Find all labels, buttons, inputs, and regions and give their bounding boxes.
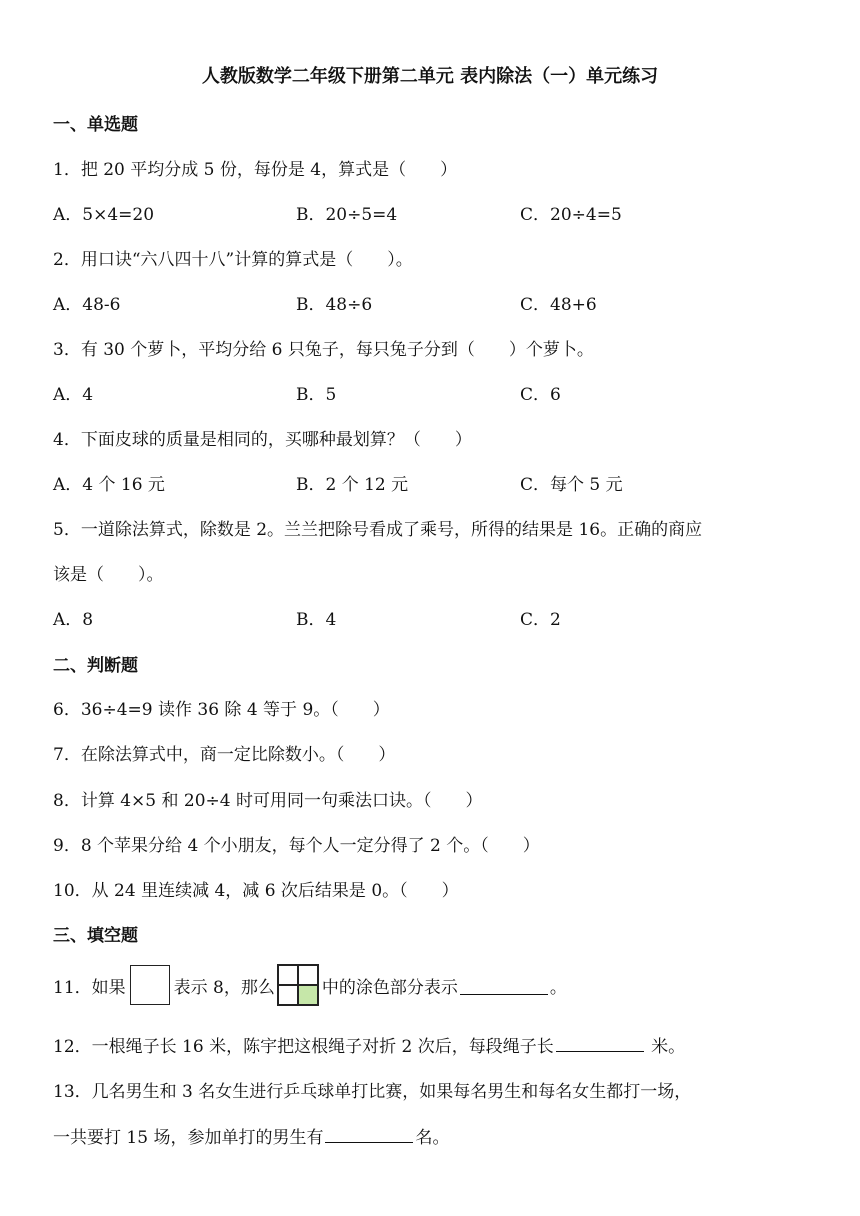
q3-option-b: B．5 xyxy=(296,385,337,405)
q12-answer-blank[interactable] xyxy=(556,1033,644,1052)
section-heading-true-false: 二、判断题 xyxy=(53,656,138,676)
q11-text-part1: 11．如果 xyxy=(53,977,126,998)
q11-text-part2: 表示 8，那么 xyxy=(173,977,275,998)
page-title: 人教版数学二年级下册第二单元 表内除法（一）单元练习 xyxy=(201,66,659,87)
grid-cell xyxy=(278,985,298,1005)
question-9: 9．8 个苹果分给 4 个小朋友，每个人一定分得了 2 个。（ ） xyxy=(53,836,540,856)
question-2: 2．用口诀“六八四十八”计算的算式是（ ）。 xyxy=(53,250,413,270)
grid-cell xyxy=(278,965,298,985)
q4-option-c: C．每个 5 元 xyxy=(520,475,623,495)
q4-option-b: B．2 个 12 元 xyxy=(296,475,409,495)
quartered-square-figure xyxy=(277,964,319,1006)
q1-option-c: C．20÷4=5 xyxy=(520,205,622,225)
q2-option-c: C．48+6 xyxy=(520,295,597,315)
question-5-line-1: 5．一道除法算式，除数是 2。兰兰把除号看成了乘号，所得的结果是 16。正确的商应 xyxy=(53,520,703,540)
question-5-line-2: 该是（ ）。 xyxy=(53,565,164,585)
q11-text-part3: 中的涂色部分表示 xyxy=(321,977,458,998)
question-3: 3．有 30 个萝卜，平均分给 6 只兔子，每只兔子分到（ ）个萝卜。 xyxy=(53,340,594,360)
question-12 xyxy=(53,1032,685,1057)
q2-option-a: A．48-6 xyxy=(53,295,121,315)
q1-option-b: B．20÷5=4 xyxy=(296,205,398,225)
unit-square-figure xyxy=(130,965,170,1005)
question-10: 10．从 24 里连续减 4，减 6 次后结果是 0。（ ） xyxy=(53,881,459,901)
question-8: 8．计算 4×5 和 20÷4 时可用同一句乘法口诀。（ ） xyxy=(53,791,483,811)
q13-answer-blank[interactable] xyxy=(325,1124,413,1143)
q5-option-a: A．8 xyxy=(53,610,94,630)
question-11 xyxy=(53,964,567,1006)
q3-option-c: C．6 xyxy=(520,385,561,405)
q13-text-part2: 名。 xyxy=(415,1128,450,1148)
q13-text-part1: 一共要打 15 场，参加单打的男生有 xyxy=(53,1128,324,1148)
q12-text-part1: 12．一根绳子长 16 米，陈宇把这根绳子对折 2 次后，每段绳子长 xyxy=(53,1037,554,1057)
q2-option-b: B．48÷6 xyxy=(296,295,373,315)
q11-answer-blank[interactable] xyxy=(460,976,548,995)
question-13-line-1: 13．几名男生和 3 名女生进行乒乓球单打比赛，如果每名男生和每名女生都打一场， xyxy=(53,1082,692,1102)
q3-option-a: A．4 xyxy=(53,385,94,405)
question-4: 4．下面皮球的质量是相同的，买哪种最划算？（ ） xyxy=(53,430,472,450)
q12-text-part2: 米。 xyxy=(645,1037,686,1057)
question-6: 6．36÷4=9 读作 36 除 4 等于 9。（ ） xyxy=(53,700,390,720)
question-1: 1．把 20 平均分成 5 份，每份是 4，算式是（ ） xyxy=(53,160,458,180)
question-7: 7．在除法算式中，商一定比除数小。（ ） xyxy=(53,745,396,765)
shaded-grid-cell xyxy=(298,985,318,1005)
q4-option-a: A．4 个 16 元 xyxy=(53,475,165,495)
q1-option-a: A．5×4=20 xyxy=(53,205,155,225)
section-heading-fill-blank: 三、填空题 xyxy=(53,926,138,946)
section-heading-single-choice: 一、单选题 xyxy=(53,115,138,135)
question-13-line-2 xyxy=(53,1123,449,1148)
q5-option-c: C．2 xyxy=(520,610,561,630)
q5-option-b: B．4 xyxy=(296,610,337,630)
q11-text-part4: 。 xyxy=(549,977,567,998)
grid-cell xyxy=(298,965,318,985)
